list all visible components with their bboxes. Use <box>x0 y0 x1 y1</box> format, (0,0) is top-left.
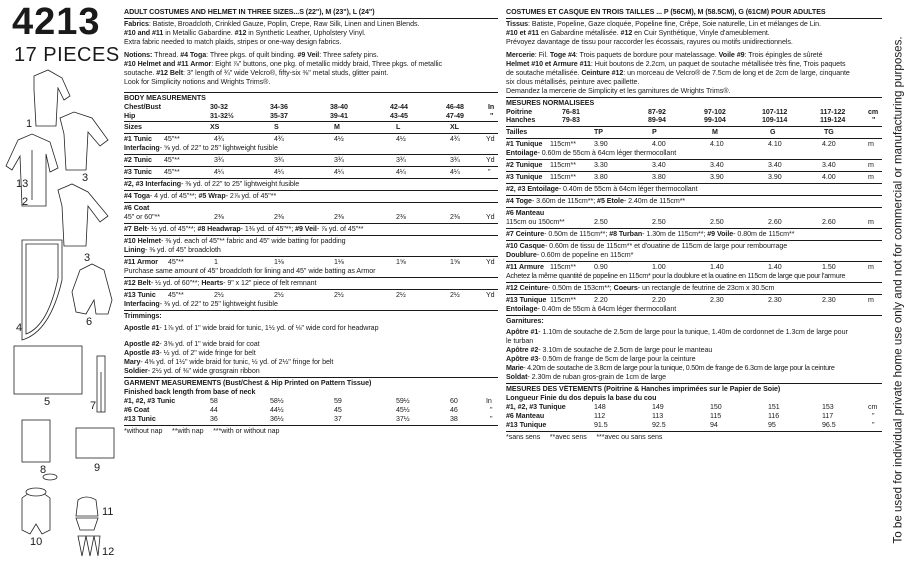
en-trimmings-label: Trimmings: <box>124 311 162 320</box>
pattern-number: 4213 <box>12 1 101 43</box>
en-garment-heading: GARMENT MEASUREMENTS (Bust/Chest & Hip Printed on Pattern Tissue) <box>124 379 372 388</box>
fr-sizes-row: Tailles TP P M G TG <box>506 128 834 137</box>
fr-yardage-row: 115cm ou 150cm** 2.50 2.50 2.50 2.60 2.60 m <box>506 217 874 226</box>
fr-trimmings-label: Garnitures: <box>506 316 544 325</box>
en-yardage-row: #11 Armor 45"** 1 1⅛ 1⅛ 1⅝ 1⅝ Yd <box>124 257 495 266</box>
en-fabrics-line: Fabrics: Batiste, Broadcloth, Crinkled Gauze, Poplin, Crepe, Raw Silk, Linen and Linen Blends. <box>124 19 420 28</box>
en-trim-line: Soldier- 2½ yd. of ⅜" wide grosgrain ribbon <box>124 367 260 376</box>
piece-number: 8 <box>40 464 47 476</box>
en-fabrics-line: Extra fabric needed to match plaids, stripes or one-way design fabrics. <box>124 37 342 46</box>
fr-interfacing-line: #2, #3 Entoilage- 0.40m de 55cm à 64cm léger thermocollant <box>506 185 698 194</box>
en-notions-line: soutache. #12 Belt: 3" length of ¾" wide Velcro®, fifty-six ⅜" metal studs, glitter paint. <box>124 68 389 77</box>
fr-chest-row: Poitrine 76-81 87-92 97-102 107-112 117-122 cm <box>506 107 879 116</box>
piece-number: 7 <box>90 400 97 412</box>
piece-number: 12 <box>102 546 115 558</box>
en-yardage-row: #3 Tunic 45"** 4¼ 4¼ 4¼ 4¼ 4¼ " <box>124 168 491 177</box>
fr-tissus-line: #10 et #11 en Gabardine métallisée. #12 en Cuir Synthétique, Vinyle d'ameublement. <box>506 28 770 37</box>
fr-merc-line: Demandez la mercerie de Simplicity et les garnitures de Wrights Trims®. <box>506 86 731 95</box>
en-fabrics-line: #10 and #11 in Metallic Gabardine. #12 in Synthetic Leather, Upholstery Vinyl. <box>124 28 366 37</box>
fr-finished-label: Longueur Finie du dos depuis la base du cou <box>506 394 657 403</box>
french-instructions <box>506 8 882 442</box>
en-lining-line: Lining- ⅜ yd. of 45" broadcloth <box>124 245 221 254</box>
fr-footnote: *sans sens **avec sens ***avec ou sans sens <box>506 432 663 441</box>
en-trim-line: Mary- 4⅝ yd. of 1½" wide braid for tunic, ½ yd. of 2½" fringe for belt <box>124 358 334 367</box>
en-finished-label: Finished back length from base of neck <box>124 388 256 397</box>
english-instructions <box>124 8 498 436</box>
fr-garment-row: #6 Manteau 112 113 115 116 117 " <box>506 412 875 421</box>
fr-yardage-row: #1 Tunique 115cm** 3.90 4.00 4.10 4.10 4.20 m <box>506 140 874 149</box>
fr-belt-line: #7 Ceinture- 0.50m de 115cm**; #8 Turban- 1.30m de 115cm**; #9 Voile- 0.80m de 115cm** <box>506 229 795 238</box>
piece-number: 3 <box>84 252 91 264</box>
fr-trim-line: le turban <box>506 337 534 346</box>
fr-trim-line: Soldat- 2.30m de ruban gros-grain de 1cm de large <box>506 373 667 382</box>
en-sizes-row: Sizes XS S M L XL <box>124 123 459 132</box>
en-helmet-line: #10 Helmet- ⅜ yd. each of 45"** fabric and 45" wide batting for padding <box>124 236 346 245</box>
pattern-pieces-drawing <box>0 0 120 580</box>
piece-count: 17 PIECES <box>14 44 120 66</box>
fr-merc-line: de soutache métallisée. Ceinture #12: un morceau de Velcro® de 7.5cm de long et de 2cm de large, cinquante <box>506 68 850 77</box>
en-garment-row: #6 Coat 44 44½ 45 45½ 46 " <box>124 406 493 415</box>
fr-armor-note: Achetez la même quantité de popeline en 115cm* pour la doublure et la ouatine en 115cm de large que pour l'armure <box>506 271 846 280</box>
fr-coat-label: #6 Manteau <box>506 209 545 218</box>
fr-trim-line: Apôtre #1- 1.10m de soutache de 2.5cm de large pour la tunique, 1.40m de cordonnet de 1.3cm de large pour <box>506 328 848 337</box>
fr-interfacing-line: Entoilage- 0.40m de 55cm à 64cm léger thermocollant <box>506 304 677 313</box>
fr-lining-line: Doublure- 0.60m de popeline en 115cm* <box>506 250 634 259</box>
fr-hip-row: Hanches 79-83 89-94 99-104 109-114 119-124 " <box>506 116 876 125</box>
fr-trim-line: Apôtre #3- 0.50m de frange de 5cm de large pour la ceinture <box>506 355 696 364</box>
fr-garment-row: #13 Tunique 91.5 92.5 94 95 96.5 " <box>506 420 875 429</box>
en-notions-line: Notions: Thread. #4 Toga: Three pkgs. of quilt binding. #9 Veil: Three safety pins. <box>124 50 379 59</box>
fr-toga-line: #4 Toge- 3.60m de 115cm**; #5 Etole- 2.40m de 115cm** <box>506 197 686 206</box>
en-hip-row: Hip 31-32½ 35-37 39-41 43-45 47-49 " <box>124 111 494 120</box>
en-footnote: *without nap **with nap ***with or without nap <box>124 426 280 435</box>
en-trim-line: Apostle #1- 1⅞ yd. of 1" wide braid for tunic, 1½ yd. of ⅛" wide cord for headwrap <box>124 323 379 332</box>
en-interfacing-line: Interfacing- ⅝ yd. of 22" to 25" lightweight fusible <box>124 144 278 153</box>
en-notions-line: #10 Helmet and #11 Armor: Eight ⅞" buttons, one pkg. of metallic middy braid, Three pkgs. of metallic <box>124 59 443 68</box>
piece-number: 9 <box>94 462 101 474</box>
usage-restriction-note <box>888 6 908 574</box>
fr-garment-heading: MESURES DES VÊTEMENTS (Poitrine & Hanches imprimées sur le Papier de Soie) <box>506 385 781 394</box>
piece-number: 5 <box>44 396 51 408</box>
en-chest-row: Chest/Bust 30-32 34-36 38-40 42-44 46-48 In <box>124 102 495 111</box>
fr-trim-line: Marie- 4.20m de soutache de 3.8cm de large pour la tunique, 0.50m de frange de 6.3cm de large pour la ceinture <box>506 364 835 373</box>
fr-interfacing-line: Entoilage- 0.60m de 55cm à 64cm léger thermocollant <box>506 149 677 158</box>
pattern-pieces-illustration <box>0 0 120 580</box>
en-belt-line: #7 Belt- ½ yd. of 45"**; #8 Headwrap- 1⅜ yd. of 45"**; #9 Veil- ⅞ yd. of 45"** <box>124 224 364 233</box>
en-interfacing-line: Interfacing- ⅜ yd. of 22" to 25" lightweight fusible <box>124 299 278 308</box>
piece-number: 2 <box>22 196 29 208</box>
en-garment-row: #1, #2, #3 Tunic 58 58½ 59 59½ 60 In <box>124 397 492 406</box>
usage-restriction-text: To be used for individual private home use only and not for commercial or manufacturing purposes. <box>891 36 905 544</box>
fr-merc-line: Mercerie: Fil. Toge #4: Trois paquets de bordure pour matelassage. Voile #9: Trois épingles de sûreté <box>506 50 823 59</box>
en-yardage-row: #2 Tunic 45"** 3¾ 3¾ 3¾ 3¾ 3¾ Yd <box>124 156 495 165</box>
en-interfacing-line: #2, #3 Interfacing- ⅜ yd. of 22" to 25" lightweight fusible <box>124 180 300 189</box>
fr-belt12-line: #12 Ceinture- 0.50m de 153cm**; Coeurs- un rectangle de feutrine de 23cm x 30.5cm <box>506 283 775 292</box>
en-armor-note: Purchase same amount of 45" broadcloth for lining and 45" wide batting as Armor <box>124 266 376 275</box>
fr-yardage-row: #11 Armure 115cm** 0.90 1.00 1.40 1.40 1.50 m <box>506 262 874 271</box>
en-notions-line: Look for Simplicity notions and Wrights Trims®. <box>124 77 271 86</box>
fr-title: COSTUMES ET CASQUE EN TROIS TAILLES ... P (56CM), M (58.5CM), G (61CM) POUR ADULTES <box>506 8 826 16</box>
fr-tissus-line: Tissus: Batiste, Popeline, Gaze cloquée, Popeline fine, Crêpe, Soie naturelle, Lin et mélanges de Lin. <box>506 19 821 28</box>
fr-helmet-line: #10 Casque- 0.60m de tissu de 115cm** et d'ouatine de 115cm de large pour rembourrage <box>506 241 788 250</box>
fr-trim-line: Apôtre #2- 3.10m de soutache de 2.5cm de large pour le manteau <box>506 346 713 355</box>
divider <box>124 92 498 93</box>
en-coat-label: #6 Coat <box>124 204 150 213</box>
en-trim-line: Apostle #2- 3⅝ yd. of 1" wide braid for coat <box>124 340 260 349</box>
fr-body-heading: MESURES NORMALISEES <box>506 98 595 107</box>
en-title: ADULT COSTUMES AND HELMET IN THREE SIZES...S (22"), M (23"), L (24") <box>124 8 375 16</box>
piece-number: 4 <box>16 322 23 334</box>
fr-merc-line: six clous métallisés, peinture avec paillette. <box>506 77 640 86</box>
piece-number: 3 <box>82 172 89 184</box>
fr-tissus-line: Prévoyez davantage de tissu pour raccorder les écossais, rayures ou motifs unidirectionnels. <box>506 37 793 46</box>
fr-garment-row: #1, #2, #3 Tunique 148 149 150 151 153 cm <box>506 403 878 412</box>
piece-number: 13 <box>16 178 29 190</box>
piece-number: 11 <box>102 506 114 518</box>
en-belt12-line: #12 Belt- ½ yd. of 60"**; Hearts- 9" x 12" piece of felt remnant <box>124 278 317 287</box>
en-garment-row: #13 Tunic 36 36½ 37 37½ 38 " <box>124 415 493 424</box>
en-yardage-row: #1 Tunic 45"** 4¾ 4¾ 4½ 4½ 4¾ Yd <box>124 135 495 144</box>
fr-merc-line: Helmet #10 et Armure #11: Huit boutons de 2.2cm, un paquet de soutache métallisée très fine, Trois paquets <box>506 59 846 68</box>
en-body-heading: BODY MEASUREMENTS <box>124 93 206 102</box>
piece-number: 10 <box>30 536 43 548</box>
fr-yardage-row: #2 Tunique 115cm** 3.30 3.40 3.40 3.40 3.40 m <box>506 161 874 170</box>
en-yardage-row: #13 Tunic 45"** 2½ 2½ 2½ 2½ 2½ Yd <box>124 290 495 299</box>
en-yardage-row: 45" or 60"** 2⅜ 2⅜ 2⅜ 2⅜ 2⅜ Yd <box>124 213 495 222</box>
divider <box>124 18 498 19</box>
fr-yardage-row: #3 Tunique 115cm** 3.80 3.80 3.90 3.90 4.00 m <box>506 173 874 182</box>
en-toga-line: #4 Toga- 4 yd. of 45"**; #5 Wrap- 2⅞ yd. of 45"** <box>124 192 277 201</box>
piece-number: 6 <box>86 316 93 328</box>
fr-yardage-row: #13 Tunique 115cm** 2.20 2.20 2.30 2.30 2.30 m <box>506 295 874 304</box>
en-trim-line: Apostle #3- ½ yd. of 2" wide fringe for belt <box>124 349 256 358</box>
piece-number: 1 <box>26 118 33 130</box>
